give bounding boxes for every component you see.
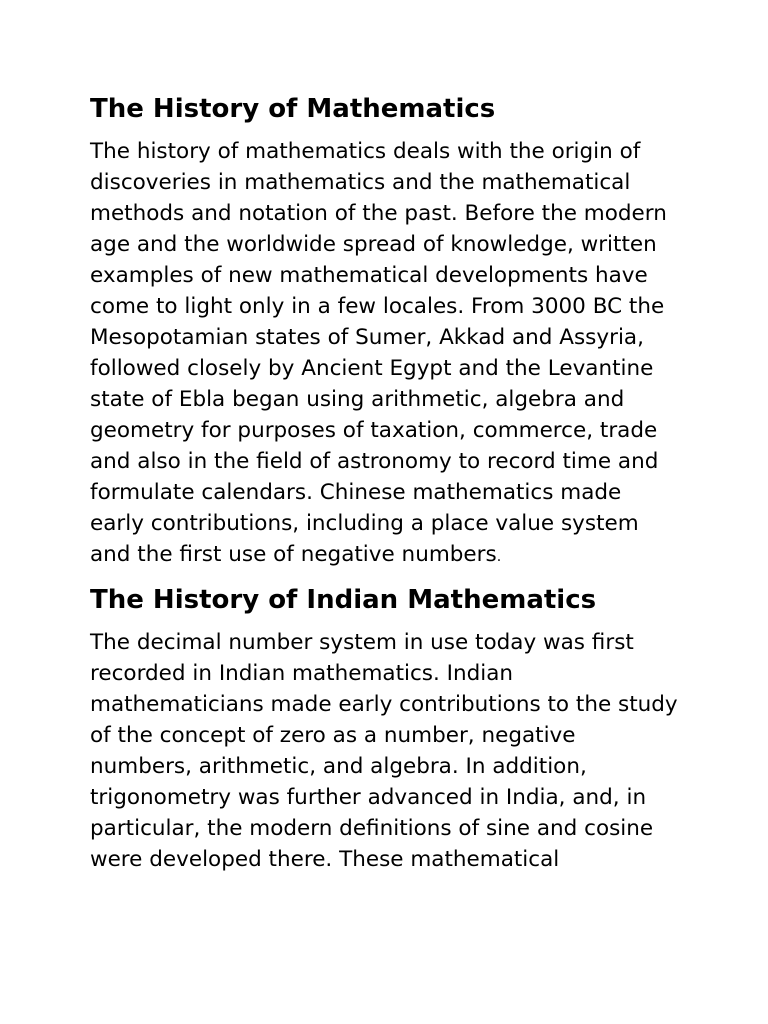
section-paragraph — [90, 136, 680, 573]
section-paragraph: The decimal number system in use today was first recorded in Indian mathematics. Indian mathematicians made early contributions to the study of the concept of zero as a number, negative numbers, arithmetic, and algebra. In addition, trigonometry was further advanced in India, and, in particular, the modern definitions of sine and cosine were developed there. These mathematical — [90, 630, 678, 872]
section-heading: The History of Mathematics — [90, 94, 496, 124]
paragraph-text: The history of mathematics deals with the origin of discoveries in mathematics and the mathematical methods and notation of the past. Before the modern age and the worldwide spread of knowledge, written examples of new mathematical developments have come to light only in a few locales. From 3000 BC the Mesopotamian states of Sumer, Akkad and Assyria, followed closely by Ancient Egypt and the Levantine state of Ebla began using arithmetic, algebra and geometry for purposes of taxation, commerce, trade and also in the field of astronomy to record time and formulate calendars. Chinese mathematics made early contributions, including a place value system and the first use of negative numbers — [90, 139, 667, 567]
paragraph-end-punctuation: . — [496, 549, 502, 565]
section-heading: The History of Indian Mathematics — [90, 585, 597, 615]
